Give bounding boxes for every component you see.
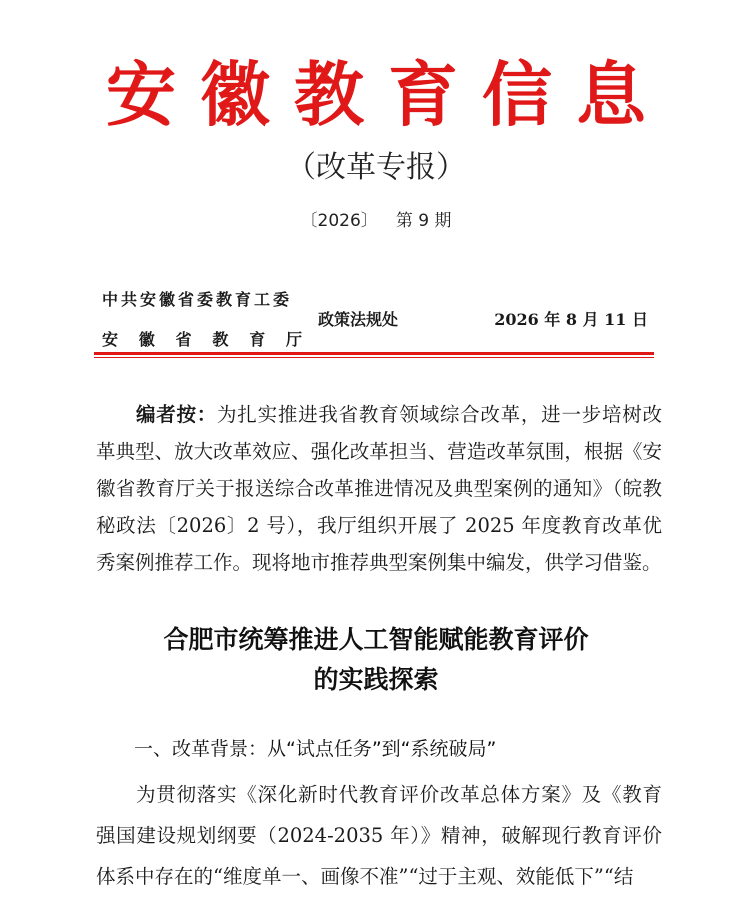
issue-year: 〔2026〕 <box>300 211 378 231</box>
body-paragraph: 为贯彻落实《深化新时代教育评价改革总体方案》及《教育强国建设规划纲要（2024-2035 年）》精神，破解现行教育评价体系中存在的“维度单一、画像不准”“过于主观、效能低下”“结 <box>96 783 662 888</box>
editor-note <box>96 396 662 581</box>
org-char: 教 <box>212 330 229 349</box>
issue-date: 2026 年 8 月 11 日 <box>494 310 648 329</box>
org-char: 徽 <box>138 330 155 349</box>
issuer-org-party-committee: 中共安徽省委教育工委 <box>102 290 293 309</box>
red-divider-thin <box>94 357 654 358</box>
masthead-title: 安徽教育信息 <box>106 53 670 136</box>
org-char: 省 <box>175 330 192 349</box>
issue-number: 第 9 期 <box>395 211 452 231</box>
article-title-line1: 合肥市统筹推进人工智能赋能教育评价 <box>163 625 589 654</box>
issuing-department: 政策法规处 <box>318 310 399 329</box>
issue-line <box>0 208 752 234</box>
red-divider-thick <box>94 352 654 355</box>
issuer-org-education-dept <box>102 328 302 352</box>
org-char: 安 <box>102 330 119 349</box>
masthead-subtitle: （改革专报） <box>286 150 466 185</box>
section-heading: 一、改革背景：从“试点任务”到“系统破局” <box>134 738 497 760</box>
editor-note-text: 为扎实推进我省教育领域综合改革，进一步培树改革典型、放大改革效应、强化改革担当、营造改革氛围，根据《安徽省教育厅关于报送综合改革推进情况及典型案例的通知》（皖教秘政法〔2026〕2 号），我厅组织开展了 2025 年度教育改革优秀案例推荐工作。现将地市推荐典型案例集中编发，供学习借鉴。 <box>96 403 662 574</box>
article-title-line2: 的实践探索 <box>313 665 439 694</box>
org-char: 育 <box>249 330 266 349</box>
org-char: 厅 <box>285 330 302 349</box>
article-title <box>0 620 752 700</box>
editor-note-label: 编者按： <box>136 403 218 426</box>
